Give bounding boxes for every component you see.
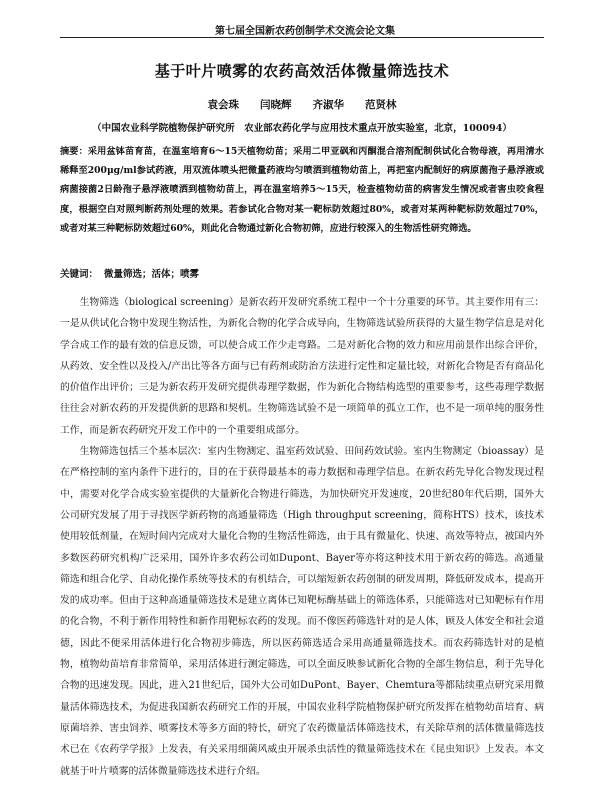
body-paragraph: 生物筛选包括三个基本层次：室内生物测定、温室药效试验、田间药效试验。室内生物测定（bioassay）是在严格控制的室内条件下进行的，目的在于获得最基本的毒力数据和毒理学信息。在新农药先导化合物发现过程中，需要对化学合成实验室提供的大量新化合物进行筛选，为加快研究开发速度，20世纪80年代后期，国外大公司研究发展了用于寻找医学新药物的高通量筛选（High throughput screening，简称HTS）技术，该技术使用较低剂量，在短时间内完成对大量化合物的生物活性筛选，由于具有微量化、快速、高效等特点，被国内外多数医药研究机构广泛采用，国外许多农药公司如Dupont、Bayer等亦将这种技术用于新农药的筛选。高通量筛选和组合化学、自动化操作系统等技术的有机结合，可以缩短新农药创制的研发周期，降低研发成本，提高开发的成功率。但由于这种高通量筛选技术是建立离体已知靶标酶基础上的筛选体系，只能筛选对已知靶标有作用的化合物，不利于新作用特性和新作用靶标农药的发现。而不像医药筛选针对的是人体，顾及人体安全和社会道德，因此不便采用活体进行化合物初步筛选，所以医药筛选适合采用高通量筛选技术。而农药筛选针对的是植物，植物幼苗培育非常简单，采用活体进行测定筛选，可以全面反映参试新化合物的全部生物信息，利于先导化合物的迅速发现。因此，进入21世纪后，国外大公司如DuPont、Bayer、Chemtura等都陆续重点研究采用微量活体筛选技术，为促进我国新农药研究工作的开展，中国农业科学院植物保护研究所发挥在植物幼苗培育、病原菌培养、害虫饲养、喷雾技术等多方面的特长，研究了农药微量活体筛选技术，有关除草剂的活体微量筛选技术已在《农药学学报》上发表，有关采用细菌风威虫开展杀虫活性的微量筛选技术在《昆虫知识》上发表。本文就基于叶片喷雾的活体微量筛选技术进行介绍。 xyxy=(60,446,544,777)
keywords-label: 关键词： xyxy=(60,269,99,280)
paper-title: 基于叶片喷雾的农药高效活体微量筛选技术 xyxy=(154,62,450,80)
body-paragraph: 生物筛选（biological screening）是新农药开发研究系统工程中一个十分重要的环节。其主要作用有三：一是从供试化合物中发现生物活性，为新化合物的化学合成导向，生物筛选试验所获得的大量生物学信息是对化学合成工作的最有效的信息反馈，可以使合成工作少走弯路。二是对新化合物的效力和应用前景作出综合评价，从药效、安全性以及投入/产出比等各方面与已有药剂或防治方法进行定性和定量比较，对新化合物是否有商品化的价值作出评价；三是为新农药开发研究提供毒理学数据，作为新化合物结构选型的重要参考，这些毒理学数据往往会对新农药的开发提供新的思路和契机。生物筛选试验不是一项简单的孤立工作，也不是一项单纯的服务性工作，而是新农药研究开发工作中的一个重要组成部分。 xyxy=(60,297,544,436)
affiliation: （中国农业科学院植物保护研究所 农业部农药化学与应用技术重点开放实验室，北京，100094） xyxy=(92,123,512,134)
author-list: 袁会珠 闫晓辉 齐淑华 范贤林 xyxy=(207,99,397,111)
running-header: 第七届全国新农药创制学术交流会论文集 xyxy=(215,26,395,37)
keywords xyxy=(60,266,544,280)
keywords-text: 微量筛选；活体；喷雾 xyxy=(104,269,200,280)
header-rule xyxy=(60,37,544,38)
body-text xyxy=(60,292,544,782)
abstract: 摘要：采用盆钵苗育苗，在温室培育6～15天植物幼苗；采用二甲亚砜和丙酮混合溶剂配制供试化合物母液，再用清水稀释至200μg/ml参试药液，用双流体喷头把微量药液均匀喷洒到植物幼苗上，再把室内配制好的病原菌孢子悬浮液或病菌接菌2日龄孢子悬浮液喷洒到植物幼苗上，再在温室培养5～15天，检查植物幼苗的病害发生情况或者害虫咬食程度，根据空白对照判断药剂处理的效果。若参试化合物对某一靶标防效超过80%，或者对某两种靶标防效超过70%，或者对某三种靶标防效超过60%，则此化合物通过新化合物初筛，应进行较深入的生物活性研究筛选。 xyxy=(60,146,544,234)
